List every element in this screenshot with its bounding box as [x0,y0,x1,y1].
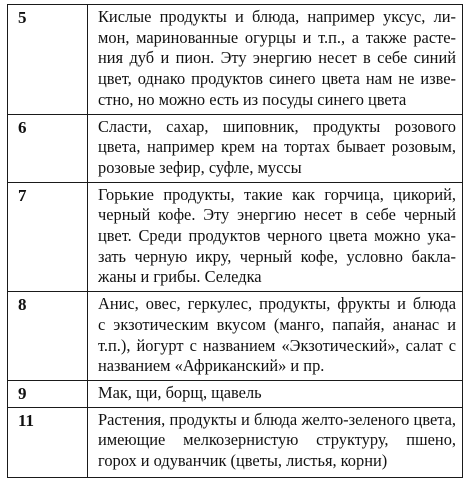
text-line: Горькие продукты, такие как горчица, цикорий, [98,184,456,204]
text-line: Растения, продукты и блюда желто-зеленого цвета, [98,409,456,429]
table-row [8,380,463,407]
row-description [88,407,463,477]
text-line: ния дуб и пион. Эту энергию несет в себе синий [98,48,456,68]
text-line: Кислые продукты и блюда, например уксус, ли- [98,7,456,26]
table-row [8,182,463,292]
row-number: 9 [8,380,88,407]
row-number: 11 [8,407,88,477]
table-row [8,114,463,182]
text-line: названием «Африканский» и пр. [98,356,325,376]
food-energy-table [7,4,463,478]
text-line: цвет, однако продуктов синего цвета нам не изве- [98,69,456,89]
text-line: черный кофе. Эту энергию несет в себе черный [98,205,456,225]
row-number: 6 [8,114,88,182]
row-number: 5 [8,5,88,115]
row-description [88,114,463,182]
text-line: жаны и грибы. Селедка [98,267,262,287]
text-line: Сласти, сахар, шиповник, продукты розового [98,116,456,136]
text-line: цвета, например крем на тортах бывает розовым, [98,137,456,157]
text-line: стно, но можно есть из посуды синего цвета [98,89,407,109]
text-line: с экзотическим вкусом (манго, папайя, ананас и [98,314,456,334]
table-row [8,5,463,115]
text-line: зать черную икру, черный кофе, условно бакла- [98,246,456,266]
row-description [88,182,463,292]
text-line: имеющие мелкозернистую структуру, пшено, [98,430,456,450]
text-line: Анис, овес, геркулес, продукты, фрукты и блюда [98,294,456,314]
text-line: Мак, щи, борщ, щавель [98,382,262,402]
text-line: т.п.), йогурт с названием «Экзотический», салат с [98,335,456,355]
text-line: розовые зефир, суфле, муссы [98,157,302,177]
text-line: мон, маринованные огурцы и т.п., а также расте- [98,27,456,47]
text-line: горох и одуванчик (цветы, листья, корни) [98,451,388,471]
row-number: 7 [8,182,88,292]
table-row [8,292,463,381]
row-description [88,380,463,407]
row-number: 8 [8,292,88,381]
row-description [88,292,463,381]
table-row [8,407,463,477]
text-line: цвет. Среди продуктов черного цвета можно ука- [98,226,456,246]
row-description [88,5,463,115]
